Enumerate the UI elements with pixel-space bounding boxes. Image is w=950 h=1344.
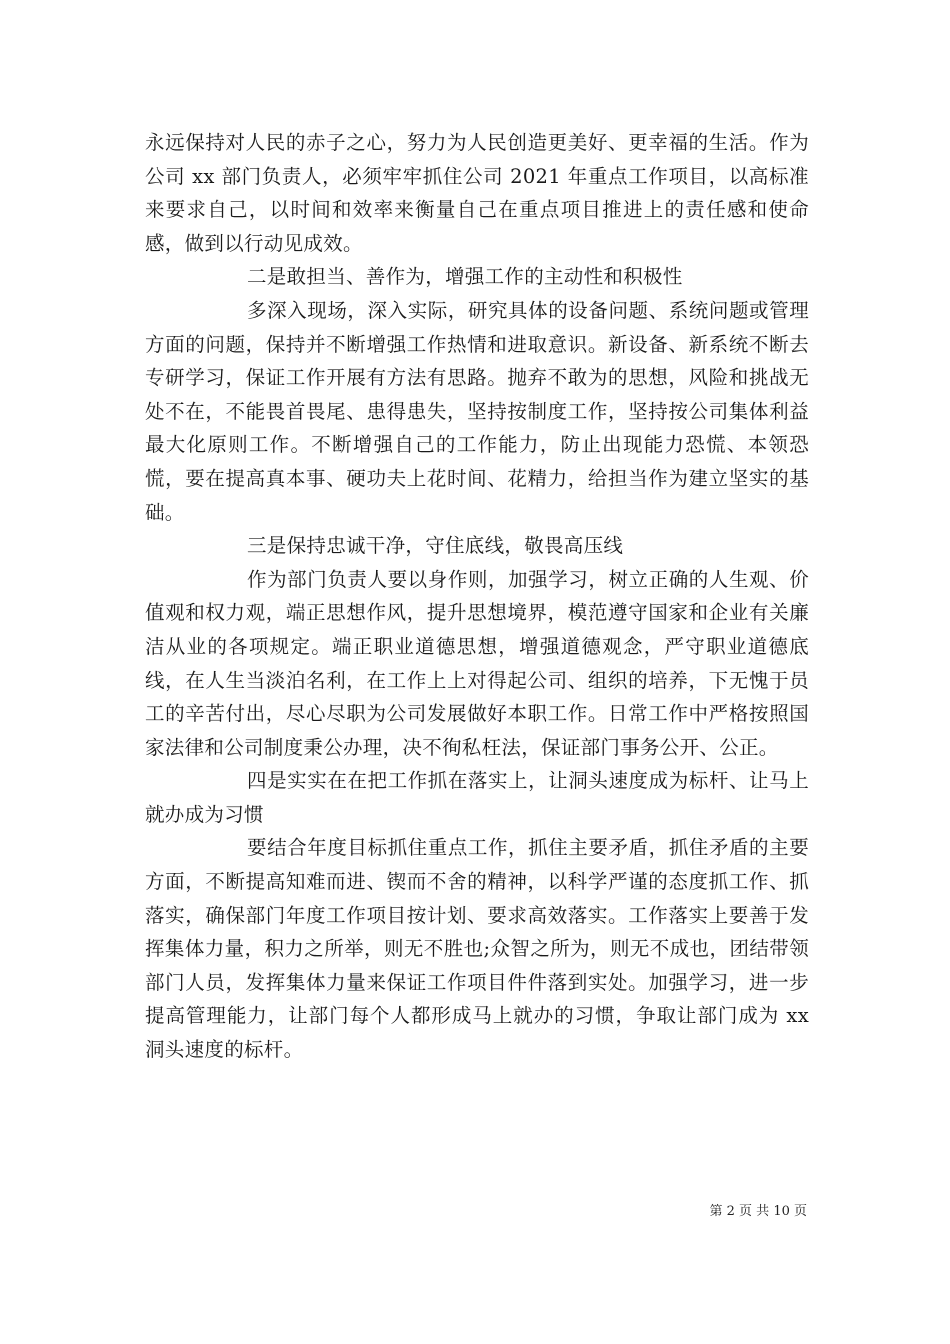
- document-body: [145, 126, 809, 1067]
- paragraph-section-3: 作为部门负责人要以身作则，加强学习，树立正确的人生观、价值观和权力观，端正思想作风，提升思想境界，模范遵守国家和企业有关廉洁从业的各项规定。端正职业道德思想，增强道德观念，严守职业道德底线，在人生当淡泊名利，在工作上上对得起公司、组织的培养，下无愧于员工的辛苦付出，尽心尽职为公司发展做好本职工作。日常工作中严格按照国家法律和公司制度秉公办理，决不徇私枉法，保证部门事务公开、公正。: [145, 567, 809, 759]
- paragraph-section-4: 要结合年度目标抓住重点工作，抓住主要矛盾，抓住矛盾的主要方面，不断提高知难而进、锲而不舍的精神，以科学严谨的态度抓工作、抓落实，确保部门年度工作项目按计划、要求高效落实。工作落实上要善于发挥集体力量，积力之所举，则无不胜也;众智之所为，则无不成也，团结带领部门人员，发挥集体力量来保证工作项目件件落到实处。加强学习，进一步提高管理能力，让部门每个人都形成马上就办的习惯，争取让部门成为 xx 洞头速度的标杆。: [145, 836, 809, 1062]
- paragraph-section-2: 多深入现场，深入实际，研究具体的设备问题、系统问题或管理方面的问题，保持并不断增强工作热情和进取意识。新设备、新系统不断去专研学习，保证工作开展有方法有思路。抛弃不敢为的思想，风险和挑战无处不在，不能畏首畏尾、患得患失，坚持按制度工作，坚持按公司集体利益最大化原则工作。不断增强自己的工作能力，防止出现能力恐慌、本领恐慌，要在提高真本事、硬功夫上花时间、花精力，给担当作为建立坚实的基础。: [145, 298, 809, 524]
- section-heading-3: 三是保持忠诚干净，守住底线，敬畏高压线: [247, 534, 624, 558]
- section-heading-2: 二是敢担当、善作为，增强工作的主动性和积极性: [247, 265, 683, 289]
- paragraph-continuation: 永远保持对人民的赤子之心，努力为人民创造更美好、更幸福的生活。作为公司 xx 部门负责人，必须牢牢抓住公司 2021 年重点工作项目，以高标准来要求自己，以时间和效率来衡量自己在重点项目推进上的责任感和使命感，做到以行动见成效。: [145, 131, 809, 255]
- section-heading-4: 四是实实在在把工作抓在落实上，让洞头速度成为标杆、让马上就办成为习惯: [145, 769, 809, 826]
- page-number: 第 2 页 共 10 页: [709, 1204, 807, 1219]
